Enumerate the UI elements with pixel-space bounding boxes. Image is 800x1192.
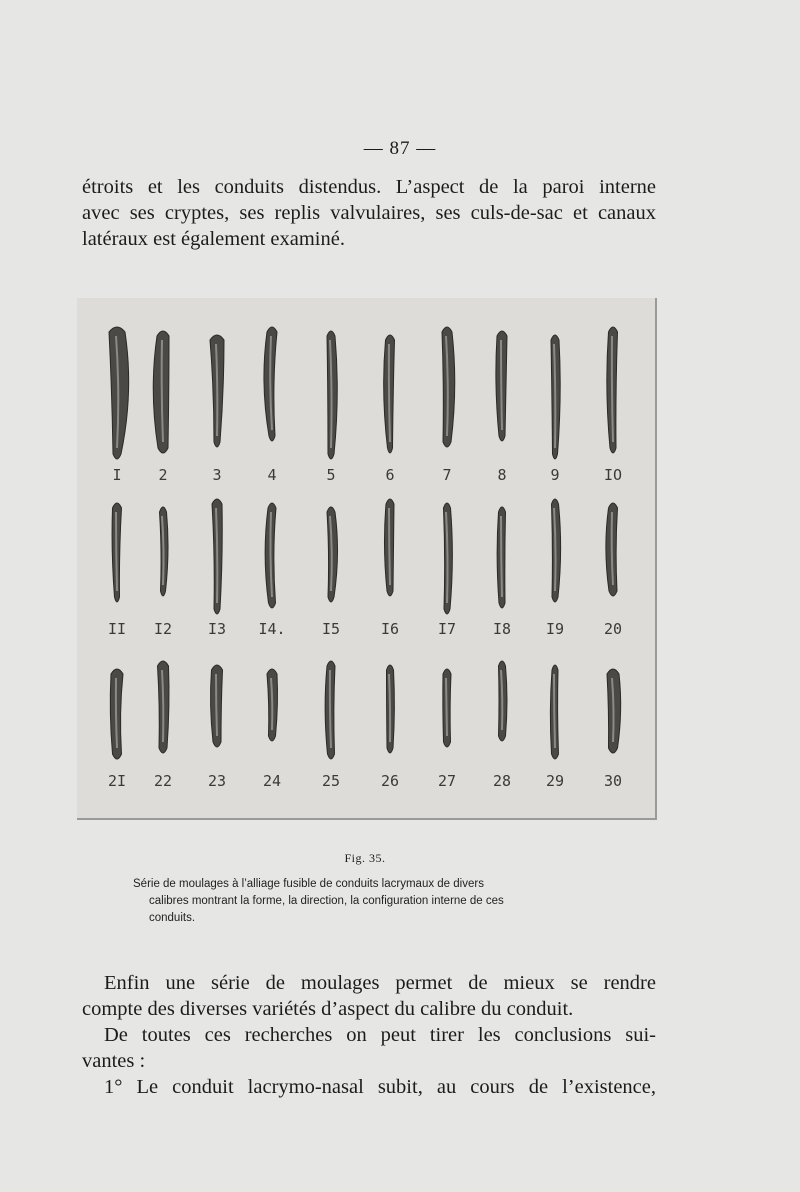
- duct-cast-highlight: [389, 344, 390, 442]
- text-line: 1° Le conduit lacrymo-nasal subit, au cours de l’existence,: [104, 1076, 656, 1098]
- text-line: vantes :: [82, 1050, 146, 1072]
- cast-number-label: I: [112, 466, 122, 484]
- caption-line: Série de moulages à l’alliage fusible de conduits lacrymaux de divers: [133, 878, 484, 890]
- cast-number-label: II: [107, 620, 127, 638]
- text-line: De toutes ces recherches on peut tirer les conclusions sui-: [104, 1024, 656, 1046]
- cast-number-label: 27: [437, 772, 457, 790]
- cast-number-label: 28: [492, 772, 512, 790]
- text-line: étroits et les conduits distendus. L’aspect de la paroi interne: [82, 176, 656, 198]
- duct-cast-highlight: [554, 674, 555, 748]
- cast-plate: [77, 298, 655, 818]
- cast-number-label: IO: [603, 466, 623, 484]
- text-line: compte des diverses variétés d’aspect du calibre du conduit.: [82, 998, 574, 1020]
- cast-number-label: I7: [437, 620, 457, 638]
- caption-line: conduits.: [149, 912, 196, 924]
- cast-number-label: 8: [497, 466, 507, 484]
- duct-cast-highlight: [389, 674, 390, 742]
- duct-cast-highlight: [501, 516, 502, 597]
- text-line: Enfin une série de moulages permet de mieux se rendre: [104, 972, 656, 994]
- duct-cast-highlight: [446, 678, 447, 736]
- cast-number-label: 25: [321, 772, 341, 790]
- cast-number-label: 3: [212, 466, 222, 484]
- text-line: avec ses cryptes, ses replis valvulaires, ses culs-de-sac et canaux: [82, 202, 656, 224]
- figure-photograph: [77, 298, 657, 820]
- page-number: — 87 —: [363, 138, 437, 159]
- figure-title: Fig. 35.: [344, 851, 386, 865]
- cast-number-label: I9: [545, 620, 565, 638]
- cast-number-label: I6: [380, 620, 400, 638]
- text-line: latéraux est également examiné.: [82, 228, 345, 250]
- caption-line: calibres montrant la forme, la direction, la configuration interne de ces: [149, 895, 504, 907]
- cast-number-label: 26: [380, 772, 400, 790]
- cast-number-label: 23: [207, 772, 227, 790]
- duct-cast-highlight: [116, 512, 117, 591]
- cast-number-label: 22: [153, 772, 173, 790]
- cast-number-label: I4.: [258, 620, 286, 638]
- cast-number-label: 30: [603, 772, 623, 790]
- cast-number-label: 29: [545, 772, 565, 790]
- bottom-paragraph: [82, 970, 656, 1100]
- figure-caption: [133, 876, 613, 927]
- cast-number-label: 4: [267, 466, 277, 484]
- cast-number-label: 5: [326, 466, 336, 484]
- cast-number-label: 24: [262, 772, 282, 790]
- cast-number-label: I5: [321, 620, 341, 638]
- cast-number-label: I2: [153, 620, 173, 638]
- cast-number-label: 6: [385, 466, 395, 484]
- cast-number-label: 2I: [107, 772, 127, 790]
- duct-cast-highlight: [389, 508, 390, 585]
- duct-cast-highlight: [330, 670, 331, 748]
- duct-cast-highlight: [116, 678, 117, 748]
- cast-number-label: I8: [492, 620, 512, 638]
- cast-number-label: 7: [442, 466, 452, 484]
- cast-number-label: 2: [158, 466, 168, 484]
- top-paragraph: [82, 174, 656, 252]
- cast-number-label: 9: [550, 466, 560, 484]
- duct-cast-highlight: [216, 674, 217, 736]
- duct-cast-highlight: [501, 340, 502, 430]
- cast-number-label: 20: [603, 620, 623, 638]
- cast-number-label: I3: [207, 620, 227, 638]
- duct-cast-highlight: [612, 336, 613, 442]
